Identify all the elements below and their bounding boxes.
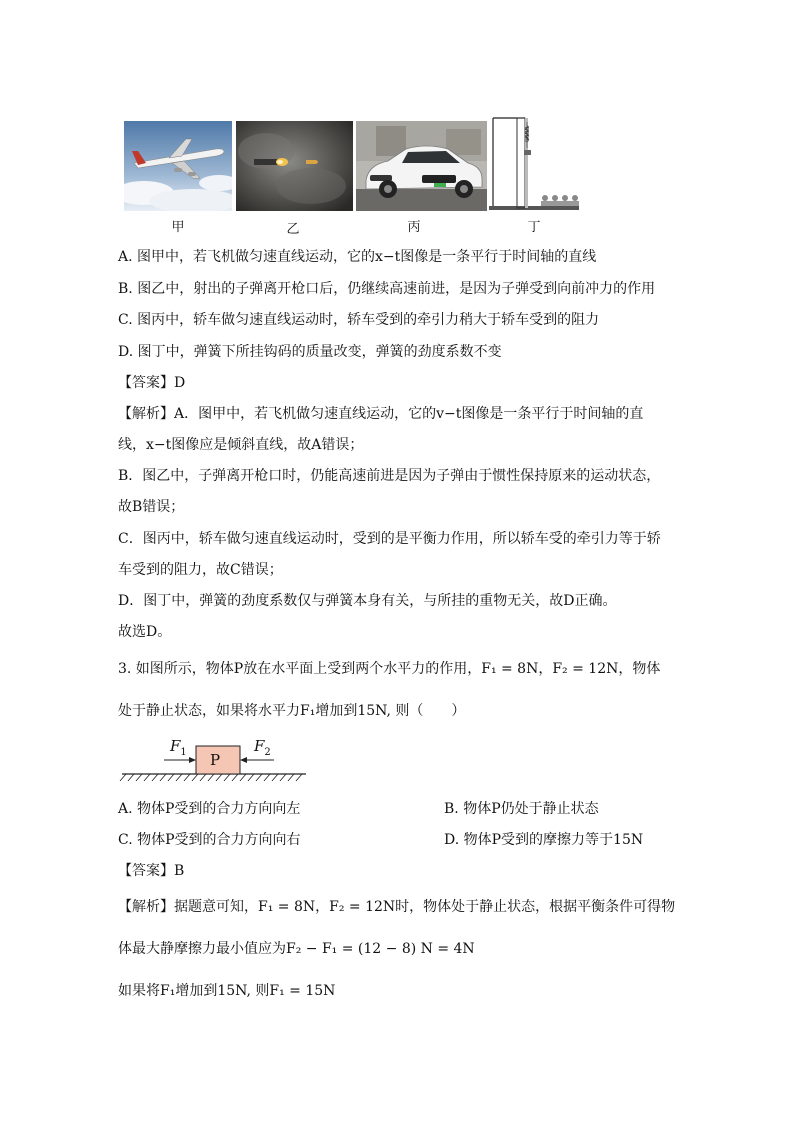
q3-answer: 【答案】B <box>118 863 185 879</box>
q3-stem-line-2: 处于静止状态，如果将水平力F₁增加到15N, 则（ ） <box>118 703 466 719</box>
car-photo <box>356 121 487 211</box>
spring-scale-diagram <box>489 112 581 212</box>
q2-analysis-line-4: 故B错误； <box>118 499 185 515</box>
caption-ding: 丁 <box>527 220 541 235</box>
force-diagram <box>118 736 318 786</box>
q2-analysis-line-1: 【解析】A．图甲中，若飞机做匀速直线运动，它的v−t图像是一条平行于时间轴的直 <box>118 406 644 422</box>
q2-analysis-line-3: B．图乙中，子弹离开枪口时，仍能高速前进是因为子弹由于惯性保持原来的运动状态， <box>118 468 661 484</box>
q2-option-d: D. 图丁中，弹簧下所挂钩码的质量改变，弹簧的劲度系数不变 <box>118 344 502 360</box>
block-p-label: P <box>210 751 221 769</box>
caption-jia: 甲 <box>171 220 185 235</box>
q3-analysis-line-1: 【解析】据题意可知，F₁ = 8N，F₂ = 12N时，物体处于静止状态，根据平衡条件可得物 <box>118 899 676 915</box>
q2-analysis-line-2: 线，x−t图像应是倾斜直线，故A错误； <box>118 437 364 453</box>
airplane-photo <box>124 121 232 211</box>
caption-bing: 丙 <box>407 220 421 235</box>
bullet-photo <box>236 121 353 211</box>
q2-analysis-line-6: 车受到的阻力，故C错误； <box>118 562 283 578</box>
q3-option-a: A. 物体P受到的合力方向向左 <box>118 801 301 817</box>
q3-option-c: C. 物体P受到的合力方向向右 <box>118 832 301 848</box>
q3-analysis-line-3: 如果将F₁增加到15N, 则F₁ = 15N <box>118 983 336 999</box>
q3-option-d: D. 物体P受到的摩擦力等于15N <box>444 832 644 848</box>
q2-analysis-line-7: D．图丁中，弹簧的劲度系数仅与弹簧本身有关，与所挂的重物无关，故D正确。 <box>118 593 617 609</box>
q3-option-b: B. 物体P仍处于静止状态 <box>444 801 599 817</box>
q2-option-a: A. 图甲中，若飞机做匀速直线运动，它的x−t图像是一条平行于时间轴的直线 <box>118 249 597 265</box>
q2-analysis-line-8: 故选D。 <box>118 624 172 640</box>
f2-label: $F_2$ <box>254 737 271 758</box>
q2-analysis-line-5: C．图丙中，轿车做匀速直线运动时，受到的是平衡力作用，所以轿车受的牵引力等于轿 <box>118 531 661 547</box>
q3-analysis-line-2: 体最大静摩擦力最小值应为F₂ − F₁ = (12 − 8) N = 4N <box>118 941 475 957</box>
q2-option-b: B. 图乙中，射出的子弹离开枪口后，仍继续高速前进，是因为子弹受到向前冲力的作用 <box>118 281 656 297</box>
caption-yi: 乙 <box>286 222 300 237</box>
q2-answer: 【答案】D <box>118 375 186 391</box>
f1-label: $F_1$ <box>170 737 187 758</box>
scale-ticks: 0000 <box>524 126 531 142</box>
q2-option-c: C. 图丙中，轿车做匀速直线运动时，轿车受到的牵引力稍大于轿车受到的阻力 <box>118 312 600 328</box>
q3-stem-line-1: 3. 如图所示，物体P放在水平面上受到两个水平力的作用，F₁ = 8N，F₂ = 12N，物体 <box>118 661 661 677</box>
